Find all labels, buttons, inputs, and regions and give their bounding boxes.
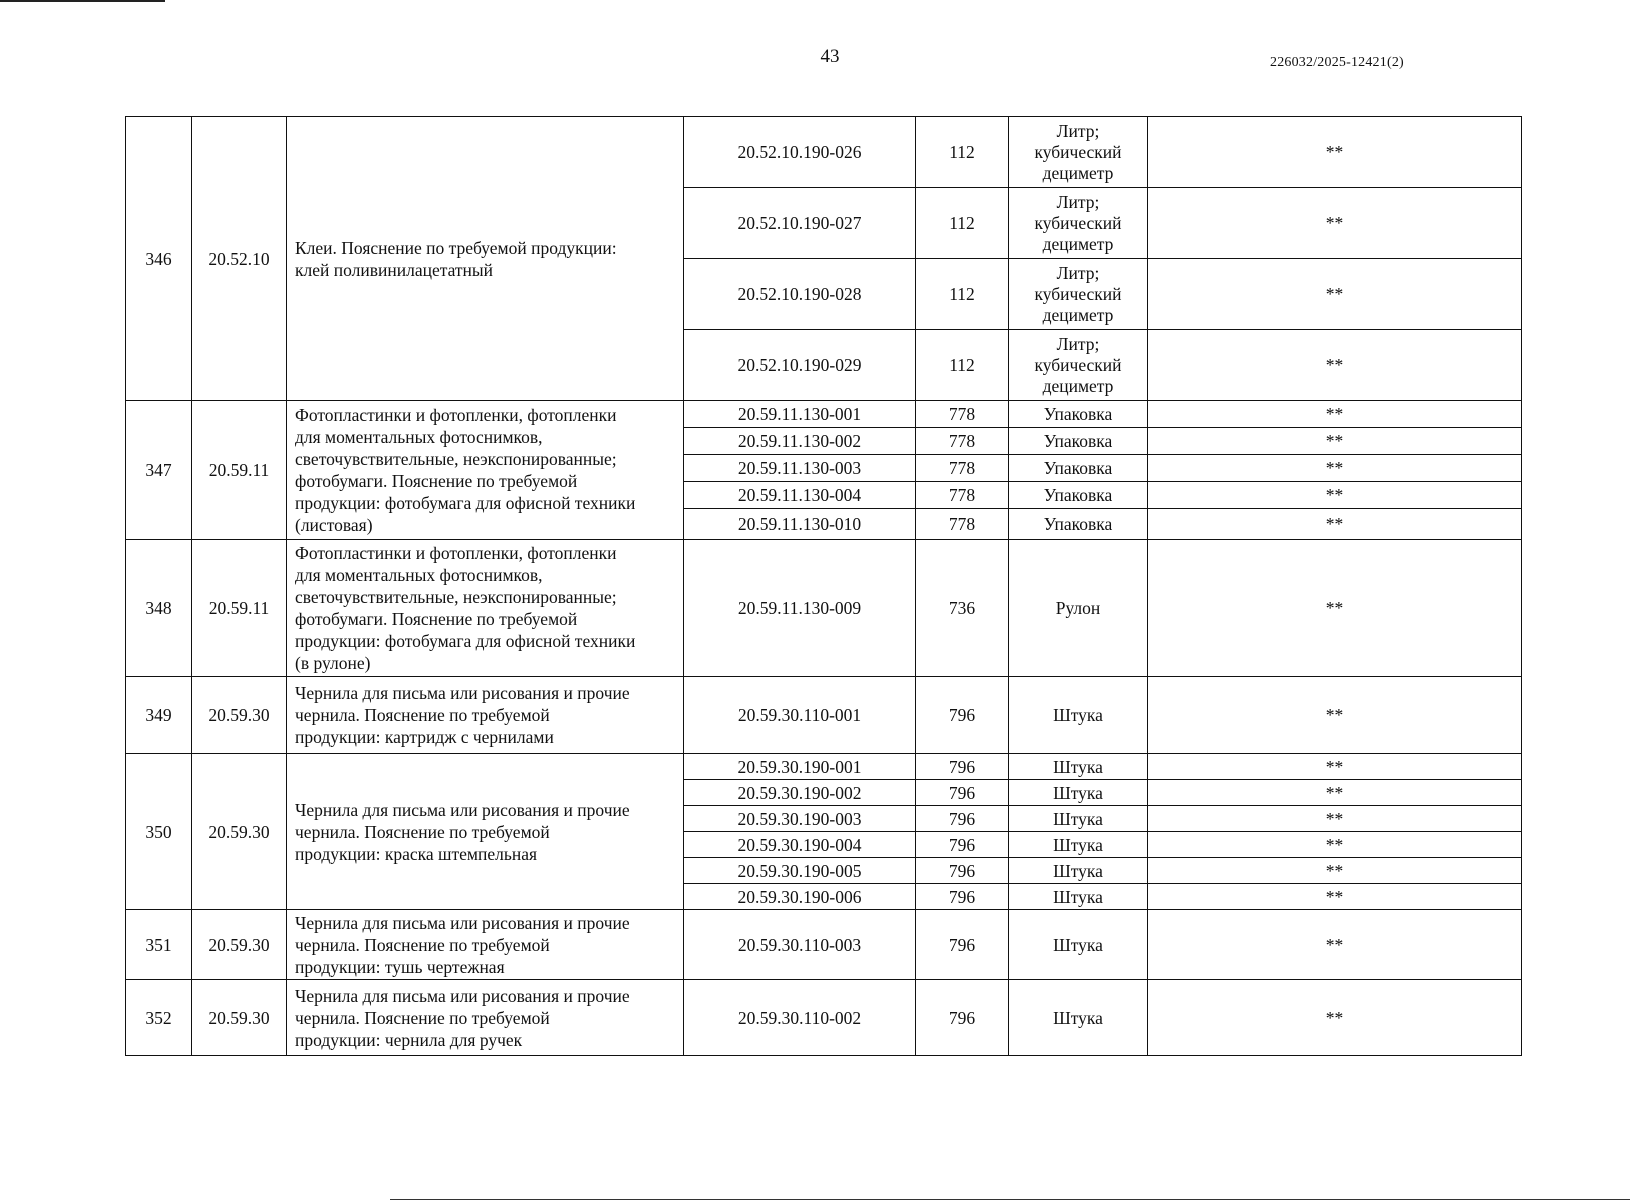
product-description <box>287 980 684 1056</box>
value-cell: ** <box>1148 401 1522 428</box>
unit-text: Литр; кубический дециметр <box>1034 262 1122 325</box>
unit-name: Рулон <box>1009 540 1148 677</box>
okpd-code: 20.59.30 <box>192 754 287 910</box>
okei-code: 796 <box>916 858 1009 884</box>
ktru-code: 20.59.11.130-010 <box>684 509 916 540</box>
products-table-body <box>126 117 1522 1056</box>
unit-name: Упаковка <box>1009 428 1148 455</box>
okei-code: 796 <box>916 754 1009 780</box>
value-cell: ** <box>1148 884 1522 910</box>
ktru-code: 20.52.10.190-026 <box>684 117 916 188</box>
document-id: 226032/2025-12421(2) <box>1270 55 1404 70</box>
unit-name: Упаковка <box>1009 401 1148 428</box>
okei-code: 112 <box>916 188 1009 259</box>
value-cell: ** <box>1148 188 1522 259</box>
value-cell: ** <box>1148 330 1522 401</box>
product-description <box>287 117 684 401</box>
unit-name: Штука <box>1009 780 1148 806</box>
unit-name: Штука <box>1009 910 1148 980</box>
unit-name <box>1009 259 1148 330</box>
unit-name: Штука <box>1009 754 1148 780</box>
ktru-code: 20.59.30.190-004 <box>684 832 916 858</box>
products-table <box>125 116 1522 1056</box>
unit-text: Литр; кубический дециметр <box>1034 120 1122 183</box>
okpd-code: 20.59.11 <box>192 401 287 540</box>
ktru-code: 20.59.30.110-003 <box>684 910 916 980</box>
row-number: 348 <box>126 540 192 677</box>
ktru-code: 20.59.11.130-004 <box>684 482 916 509</box>
okei-code: 778 <box>916 428 1009 455</box>
okei-code: 778 <box>916 455 1009 482</box>
value-cell: ** <box>1148 832 1522 858</box>
ktru-code: 20.59.30.190-006 <box>684 884 916 910</box>
unit-name: Штука <box>1009 858 1148 884</box>
value-cell: ** <box>1148 509 1522 540</box>
okei-code: 796 <box>916 780 1009 806</box>
unit-name: Штука <box>1009 677 1148 754</box>
unit-name: Упаковка <box>1009 509 1148 540</box>
ktru-code: 20.59.11.130-002 <box>684 428 916 455</box>
ktru-code: 20.59.30.190-001 <box>684 754 916 780</box>
unit-name: Упаковка <box>1009 482 1148 509</box>
unit-name: Упаковка <box>1009 455 1148 482</box>
description-text: Чернила для письма или рисования и прочие чернила. Пояснение по требуемой продукции: краска штемпельная <box>295 799 630 864</box>
ktru-code: 20.59.30.190-005 <box>684 858 916 884</box>
product-description <box>287 754 684 910</box>
okei-code: 778 <box>916 509 1009 540</box>
okpd-code: 20.59.30 <box>192 980 287 1056</box>
unit-text: Литр; кубический дециметр <box>1034 333 1122 396</box>
table-row <box>126 540 1522 677</box>
table-row <box>126 910 1522 980</box>
top-edge-rule <box>0 0 165 2</box>
description-text: Фотопластинки и фотопленки, фотопленки для моментальных фотоснимков, светочувствительные, неэкспонированные; фотобумаги. Пояснение по требуемой продукции: фотобумага для офисной техники (листовая) <box>295 405 636 535</box>
table-row <box>126 117 1522 188</box>
ktru-code: 20.59.11.130-009 <box>684 540 916 677</box>
description-text: Чернила для письма или рисования и прочие чернила. Пояснение по требуемой продукции: тушь чертежная <box>295 912 630 977</box>
product-description <box>287 677 684 754</box>
okei-code: 796 <box>916 980 1009 1056</box>
okei-code: 796 <box>916 832 1009 858</box>
okei-code: 112 <box>916 117 1009 188</box>
okei-code: 736 <box>916 540 1009 677</box>
value-cell: ** <box>1148 259 1522 330</box>
unit-text: Литр; кубический дециметр <box>1034 191 1122 254</box>
value-cell: ** <box>1148 980 1522 1056</box>
okpd-code: 20.59.30 <box>192 910 287 980</box>
ktru-code: 20.52.10.190-029 <box>684 330 916 401</box>
ktru-code: 20.52.10.190-027 <box>684 188 916 259</box>
product-description <box>287 910 684 980</box>
okei-code: 796 <box>916 806 1009 832</box>
value-cell: ** <box>1148 540 1522 677</box>
okei-code: 778 <box>916 482 1009 509</box>
okpd-code: 20.59.30 <box>192 677 287 754</box>
row-number: 347 <box>126 401 192 540</box>
row-number: 346 <box>126 117 192 401</box>
description-text: Чернила для письма или рисования и прочие чернила. Пояснение по требуемой продукции: картридж с чернилами <box>295 683 630 747</box>
table-row <box>126 754 1522 780</box>
product-description <box>287 401 684 540</box>
value-cell: ** <box>1148 858 1522 884</box>
table-row <box>126 677 1522 754</box>
ktru-code: 20.52.10.190-028 <box>684 259 916 330</box>
value-cell: ** <box>1148 455 1522 482</box>
row-number: 351 <box>126 910 192 980</box>
product-description <box>287 540 684 677</box>
okei-code: 796 <box>916 910 1009 980</box>
okei-code: 796 <box>916 677 1009 754</box>
unit-name <box>1009 117 1148 188</box>
value-cell: ** <box>1148 754 1522 780</box>
value-cell: ** <box>1148 780 1522 806</box>
okpd-code: 20.52.10 <box>192 117 287 401</box>
table-row <box>126 980 1522 1056</box>
row-number: 349 <box>126 677 192 754</box>
ktru-code: 20.59.11.130-003 <box>684 455 916 482</box>
ktru-code: 20.59.30.110-001 <box>684 677 916 754</box>
value-cell: ** <box>1148 117 1522 188</box>
value-cell: ** <box>1148 428 1522 455</box>
okei-code: 112 <box>916 330 1009 401</box>
ktru-code: 20.59.30.190-002 <box>684 780 916 806</box>
row-number: 352 <box>126 980 192 1056</box>
unit-name <box>1009 330 1148 401</box>
value-cell: ** <box>1148 806 1522 832</box>
unit-name <box>1009 188 1148 259</box>
ktru-code: 20.59.11.130-001 <box>684 401 916 428</box>
ktru-code: 20.59.30.110-002 <box>684 980 916 1056</box>
ktru-code: 20.59.30.190-003 <box>684 806 916 832</box>
description-text: Чернила для письма или рисования и прочие чернила. Пояснение по требуемой продукции: чернила для ручек <box>295 985 630 1050</box>
okpd-code: 20.59.11 <box>192 540 287 677</box>
value-cell: ** <box>1148 910 1522 980</box>
page-number: 43 <box>820 46 840 67</box>
value-cell: ** <box>1148 482 1522 509</box>
unit-name: Штука <box>1009 884 1148 910</box>
description-text: Клеи. Пояснение по требуемой продукции: клей поливинилацетатный <box>295 237 617 280</box>
okei-code: 778 <box>916 401 1009 428</box>
description-text: Фотопластинки и фотопленки, фотопленки для моментальных фотоснимков, светочувствительные, неэкспонированные; фотобумаги. Пояснение по требуемой продукции: фотобумага для офисной техники (в рулоне) <box>295 543 636 673</box>
okei-code: 796 <box>916 884 1009 910</box>
okei-code: 112 <box>916 259 1009 330</box>
unit-name: Штука <box>1009 832 1148 858</box>
table-row <box>126 401 1522 428</box>
value-cell: ** <box>1148 677 1522 754</box>
row-number: 350 <box>126 754 192 910</box>
unit-name: Штука <box>1009 806 1148 832</box>
unit-name: Штука <box>1009 980 1148 1056</box>
